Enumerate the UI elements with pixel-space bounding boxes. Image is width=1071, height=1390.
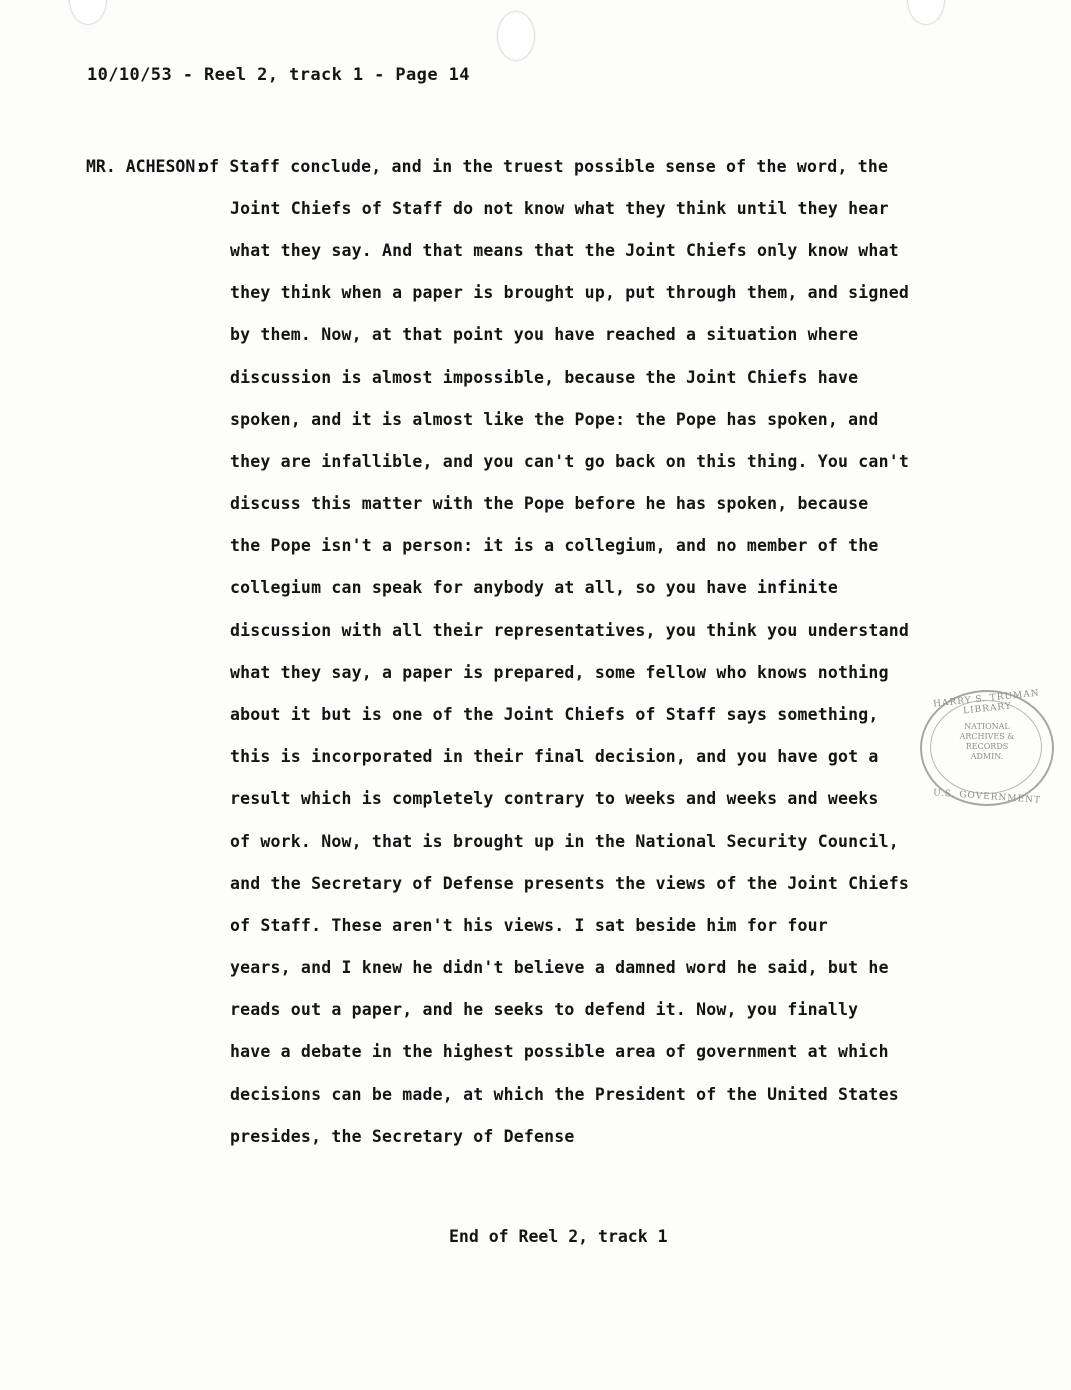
stamp-center-line: NATIONAL — [964, 722, 1010, 731]
transcript-line: they think when a paper is brought up, put through them, and signed — [230, 283, 909, 302]
punch-hole-center — [498, 12, 534, 60]
transcript-line: have a debate in the highest possible area of government at which — [230, 1042, 889, 1061]
transcript-line: of Staff conclude, and in the truest possible sense of the word, the — [199, 157, 889, 176]
archive-stamp — [920, 690, 1054, 806]
end-of-reel-note: End of Reel 2, track 1 — [449, 1227, 668, 1246]
transcript-line: about it but is one of the Joint Chiefs of Staff says something, — [230, 705, 879, 724]
transcript-line: discussion is almost impossible, because the Joint Chiefs have — [230, 368, 859, 387]
transcript-line: of work. Now, that is brought up in the National Security Council, — [230, 832, 899, 851]
transcript-line: presides, the Secretary of Defense — [230, 1127, 575, 1146]
transcript-line: reads out a paper, and he seeks to defend it. Now, you finally — [230, 1000, 859, 1019]
transcript-line: of Staff. These aren't his views. I sat beside him for four — [230, 916, 828, 935]
speaker-label: MR. ACHESON: — [86, 157, 206, 176]
transcript-line: they are infallible, and you can't go back on this thing. You can't — [230, 452, 909, 471]
transcript-line: discuss this matter with the Pope before he has spoken, because — [230, 494, 869, 513]
transcript-line: by them. Now, at that point you have reached a situation where — [230, 325, 859, 344]
stamp-center-line: RECORDS — [965, 742, 1009, 751]
stamp-center-text — [922, 722, 1052, 762]
transcript-line: and the Secretary of Defense presents the views of the Joint Chiefs — [230, 874, 909, 893]
stamp-center-line: ARCHIVES & — [959, 732, 1015, 741]
transcript-line: Joint Chiefs of Staff do not know what they think until they hear — [230, 199, 889, 218]
transcript-line: collegium can speak for anybody at all, so you have infinite — [230, 578, 839, 597]
punch-hole-left — [70, 0, 106, 24]
stamp-center-line: ADMIN. — [970, 752, 1004, 761]
stamp-bottom-text: U.S. GOVERNMENT — [932, 788, 1042, 806]
transcript-line: spoken, and it is almost like the Pope: the Pope has spoken, and — [230, 410, 879, 429]
transcript-line: result which is completely contrary to weeks and weeks and weeks — [230, 789, 879, 808]
stamp-top-text: HARRY S. TRUMAN LIBRARY — [932, 688, 1041, 717]
transcript-line: what they say, a paper is prepared, some fellow who knows nothing — [230, 663, 889, 682]
transcript-line: years, and I knew he didn't believe a damned word he said, but he — [230, 958, 889, 977]
page-header: 10/10/53 - Reel 2, track 1 - Page 14 — [87, 65, 470, 85]
punch-hole-right — [908, 0, 944, 24]
transcript-line: the Pope isn't a person: it is a collegium, and no member of the — [230, 536, 879, 555]
transcript-line: what they say. And that means that the Joint Chiefs only know what — [230, 241, 899, 260]
transcript-line: this is incorporated in their final decision, and you have got a — [230, 747, 879, 766]
transcript-line: decisions can be made, at which the President of the United States — [230, 1085, 899, 1104]
transcript-line: discussion with all their representatives, you think you understand — [230, 621, 909, 640]
